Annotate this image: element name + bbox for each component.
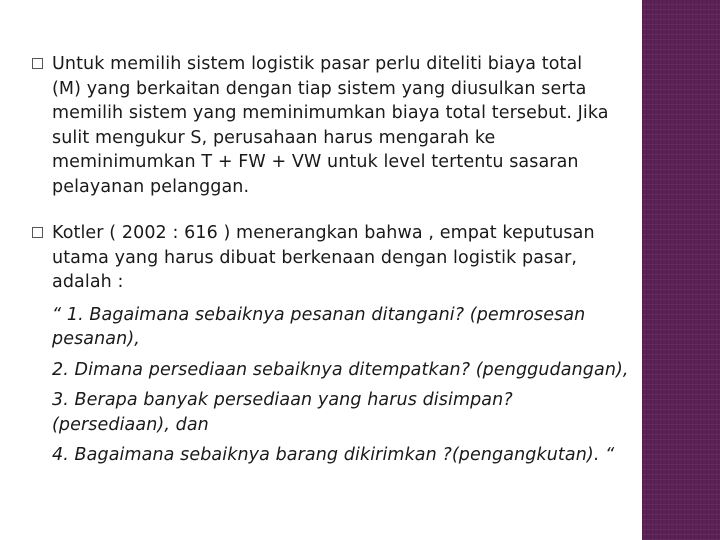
text-line: memilih sistem yang meminimumkan biaya total tersebut. Jika [52, 103, 609, 123]
quote-line: 3. Berapa banyak persediaan yang harus disimpan? [52, 390, 513, 410]
slide-content [30, 52, 700, 468]
text-line: meminimumkan T + FW + VW untuk level tertentu sasaran [52, 152, 579, 172]
bullet-item-total-cost [30, 52, 700, 199]
text-line: adalah : [52, 272, 124, 292]
bullet-box-icon [32, 58, 43, 69]
text-line: Kotler ( 2002 : 616 ) menerangkan bahwa , empat keputusan [52, 223, 595, 243]
quote-line: 4. Bagaimana sebaiknya barang dikirimkan ?(pengangkutan). “ [52, 445, 615, 465]
text-line: Untuk memilih sistem logistik pasar perlu diteliti biaya total [52, 54, 583, 74]
text-line: sulit mengukur S, perusahaan harus mengarah ke [52, 127, 496, 148]
quote-line: “ 1. Bagaimana sebaiknya pesanan ditangani? (pemrosesan [52, 304, 586, 325]
bullet-box-icon [32, 227, 43, 238]
quote-line: pesanan), [52, 329, 140, 349]
bullet-item-kotler [30, 221, 700, 468]
quote-line: 2. Dimana persediaan sebaiknya ditempatkan? (penggudangan), [52, 359, 629, 380]
kotler-quote [52, 303, 700, 468]
quote-line: (persediaan), dan [52, 414, 209, 435]
text-line: pelayanan pelanggan. [52, 176, 250, 197]
text-line: (M) yang berkaitan dengan tiap sistem yang diusulkan serta [52, 78, 587, 99]
text-line: utama yang harus dibuat berkenaan dengan logistik pasar, [52, 247, 578, 268]
